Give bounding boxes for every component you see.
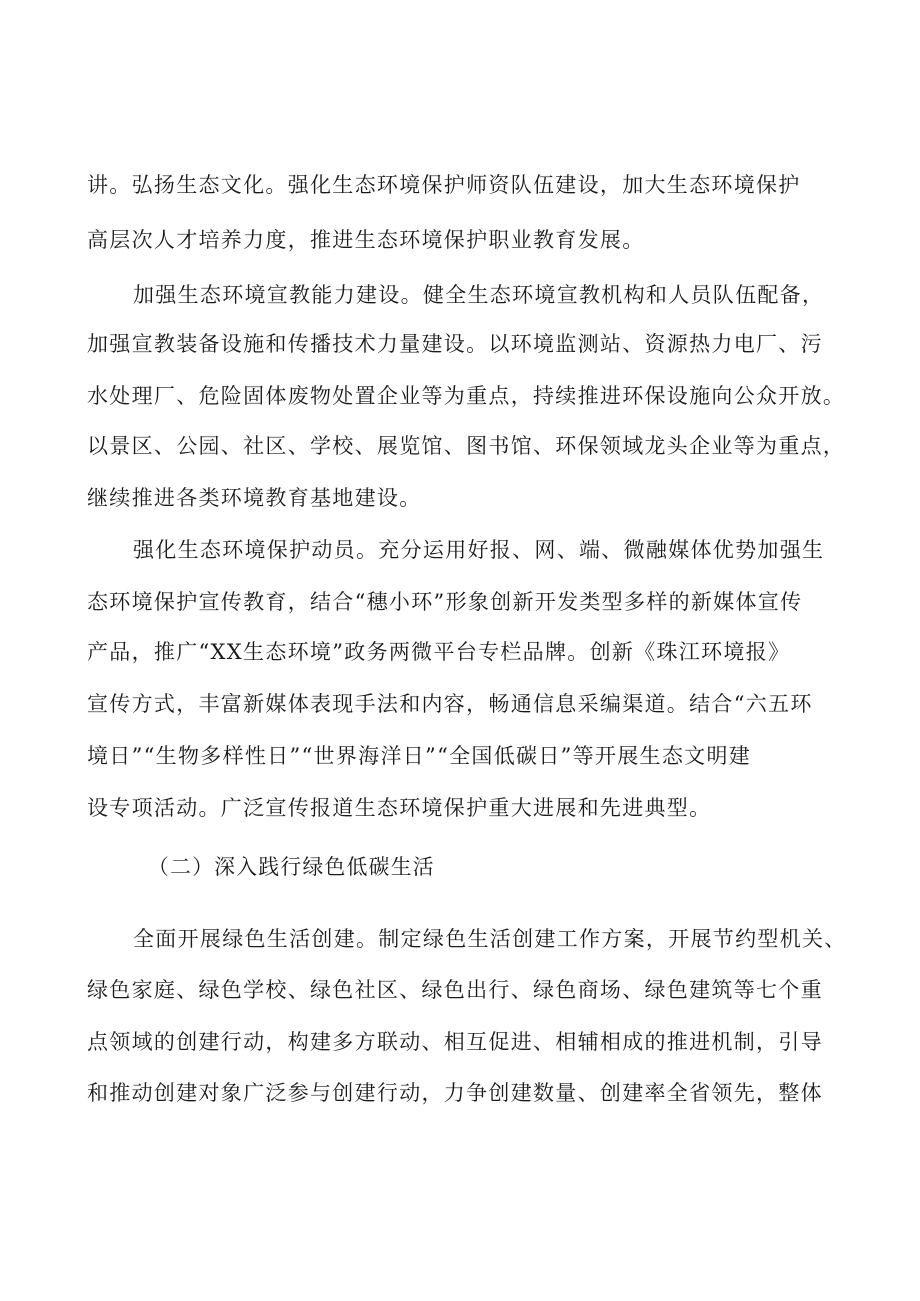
text-line: 加强宣教装备设施和传播技术力量建设。以环境监测站、资源热力电厂、污 bbox=[87, 332, 823, 356]
text-line: 以景区、公园、社区、学校、展览馆、图书馆、环保领域龙头企业等为重点， bbox=[87, 434, 846, 458]
section-heading: （二）深入践行绿色低碳生活 bbox=[148, 855, 435, 879]
text-line: 产品，推广“XX生态环境”政务两微平台专栏品牌。创新《珠江环境报》 bbox=[87, 640, 791, 664]
text-line: 加强生态环境宣教能力建设。健全生态环境宣教机构和人员队伍配备， bbox=[133, 283, 825, 307]
text-line: 态环境保护宣传教育，结合“穗小环”形象创新开发类型多样的新媒体宣传 bbox=[87, 590, 803, 614]
text-line: 继续推进各类环境教育基地建设。 bbox=[87, 486, 422, 510]
text-line: 全面开展绿色生活创建。制定绿色生活创建工作方案，开展节约型机关、 bbox=[133, 927, 847, 951]
text-line: 水处理厂、危险固体废物处置企业等为重点，持续推进环保设施向公众开放。 bbox=[87, 384, 846, 408]
text-line: 和推动创建对象广泛参与创建行动，力争创建数量、创建率全省领先，整体 bbox=[87, 1081, 823, 1105]
text-line: 绿色家庭、绿色学校、绿色社区、绿色出行、绿色商场、绿色建筑等七个重 bbox=[87, 978, 823, 1002]
text-line: 境日”“生物多样性日”“世界海洋日”“全国低碳日”等开展生态文明建 bbox=[87, 744, 752, 768]
text-line: 设专项活动。广泛宣传报道生态环境保护重大进展和先进典型。 bbox=[87, 796, 712, 820]
text-line: 宣传方式，丰富新媒体表现手法和内容，畅通信息采编渠道。结合“六五环 bbox=[87, 692, 813, 716]
text-line: 强化生态环境保护动员。充分运用好报、网、端、微融媒体优势加强生 bbox=[133, 538, 825, 562]
text-line: 高层次人才培养力度，推进生态环境保护职业教育发展。 bbox=[87, 228, 645, 252]
text-line: 点领域的创建行动，构建多方联动、相互促进、相辅相成的推进机制，引导 bbox=[87, 1030, 823, 1054]
text-line: 讲。弘扬生态文化。强化生态环境保护师资队伍建设，加大生态环境保护 bbox=[87, 173, 801, 197]
